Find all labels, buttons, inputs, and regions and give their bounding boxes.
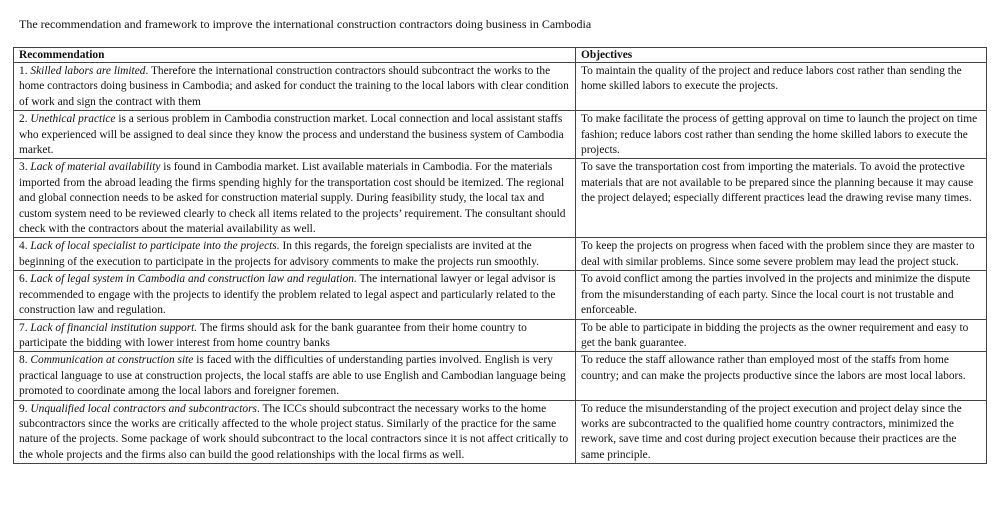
table-row [14, 319, 987, 352]
recommendation-text: The firms should ask for the bank guarantee from their home country to participate the bidding with lower interest from home country banks [19, 321, 527, 349]
recommendation-cell [14, 63, 576, 111]
recommendation-text: is found in Cambodia market. List available materials in Cambodia. For the materials imported from the abroad leading the firms spending highly for the transportation cost should be itemized. The regional and global connection needs to be asked for construction material supply. During feasibility study, the local tax and custom system need to be reviewed clearly to check all items related to the projects’ requirement. The consultant should check with the contractors about the material availability as well. [19, 161, 566, 236]
table-row [14, 400, 987, 464]
row-number: 7. [19, 321, 28, 334]
recommendation-cell [14, 400, 576, 464]
objective-cell: To save the transportation cost from importing the materials. To avoid the protective materials that are not available to be prepared since the planning because it may cause the project delayed; especially different practices lead the drawing revise many times. [576, 159, 987, 238]
recommendation-title: Lack of legal system in Cambodia and construction law and regulation. [30, 273, 357, 286]
table-row [14, 352, 987, 400]
recommendation-cell [14, 111, 576, 159]
table-row [14, 271, 987, 319]
recommendation-title: Communication at construction site [30, 354, 194, 367]
objective-cell: To be able to participate in bidding the projects as the owner requirement and easy to get the bank guarantee. [576, 319, 987, 352]
recommendation-text: In this regards, the foreign specialists are invited at the beginning of the execution to participate in the projects for advisory comments to make the projects run smoothly. [19, 240, 539, 268]
recommendation-text: is a serious problem in Cambodia construction market. Local connection and local assistant staffs who experienced will be assigned to deal since they know the process and understand the business system of Cambodia market. [19, 113, 564, 157]
recommendation-cell [14, 159, 576, 238]
row-number: 8. [19, 354, 28, 367]
objective-cell: To reduce the staff allowance rather than employed most of the staffs from home country; and can make the projects productive since the labors are most local labors. [576, 352, 987, 400]
row-number: 9. [19, 402, 28, 415]
objective-cell: To avoid conflict among the parties involved in the projects and minimize the dispute from the misunderstanding of each party. Since the local court is not trustable and enforceable. [576, 271, 987, 319]
document-caption: The recommendation and framework to improve the international construction contractors doing business in Cambodia [19, 17, 592, 31]
recommendation-table [13, 47, 987, 464]
recommendation-text: is faced with the difficulties of understanding parties involved. English is very practical language to use at construction projects, the local staffs are able to use English and Cambodian language being promoted to coordinate among the local labors and foreigner foremen. [19, 354, 566, 398]
recommendation-title: Unethical practice [30, 113, 116, 126]
recommendation-text: The international lawyer or legal advisor is recommended to engage with the projects to identify the problem related to legal aspect and particularly related to the construction law and regulation. [19, 273, 556, 317]
objective-cell: To keep the projects on progress when faced with the problem since they are master to deal with similar problems. Since some severe problem may lead the project stuck. [576, 238, 987, 271]
row-number: 2. [19, 113, 28, 126]
table-row [14, 63, 987, 111]
objective-cell: To make facilitate the process of getting approval on time to launch the project on time fashion; reduce labors cost rather than sending the home skilled labors to execute the projects. [576, 111, 987, 159]
recommendation-cell [14, 238, 576, 271]
row-number: 4. [19, 240, 28, 253]
recommendation-title: Lack of financial institution support. [30, 321, 198, 334]
row-number: 6. [19, 273, 28, 286]
recommendation-title: Lack of local specialist to participate into the projects. [30, 240, 280, 253]
row-number: 3. [19, 161, 28, 174]
table-row [14, 238, 987, 271]
table-row [14, 111, 987, 159]
recommendation-cell [14, 352, 576, 400]
table-row [14, 159, 987, 238]
table-header-row [14, 48, 987, 63]
recommendation-cell [14, 319, 576, 352]
recommendation-title: Lack of material availability [30, 161, 161, 174]
recommendation-cell [14, 271, 576, 319]
row-number: 1. [19, 65, 28, 77]
header-recommendation: Recommendation [14, 48, 576, 63]
objective-cell: To reduce the misunderstanding of the project execution and project delay since the works are subcontracted to the qualified home country contractors, minimized the rework, save time and cost during project execution because their practices are the same principle. [576, 400, 987, 464]
recommendation-title: Skilled labors are limited [30, 65, 146, 77]
recommendation-text: . Therefore the international construction contractors should subcontract the works to the home contractors doing business in Cambodia; and asked for conduct the training to the local labors with clear condition of work and sign the contract with them [19, 65, 569, 108]
recommendation-text: . The ICCs should subcontract the necessary works to the home subcontractors since the works are critically affected to the whole project status. Similarly of the practice for the same nature of the projects. Some package of work should subcontract to the local contractors since it is not affect critically to the whole projects and the firms also can build the good relationships with the local firms as well. [19, 402, 569, 461]
header-objectives: Objectives [576, 48, 987, 63]
objective-cell: To maintain the quality of the project and reduce labors cost rather than sending the home skilled labors to execute the projects. [576, 63, 987, 111]
recommendation-title: Unqualified local contractors and subcontractors [30, 402, 257, 415]
